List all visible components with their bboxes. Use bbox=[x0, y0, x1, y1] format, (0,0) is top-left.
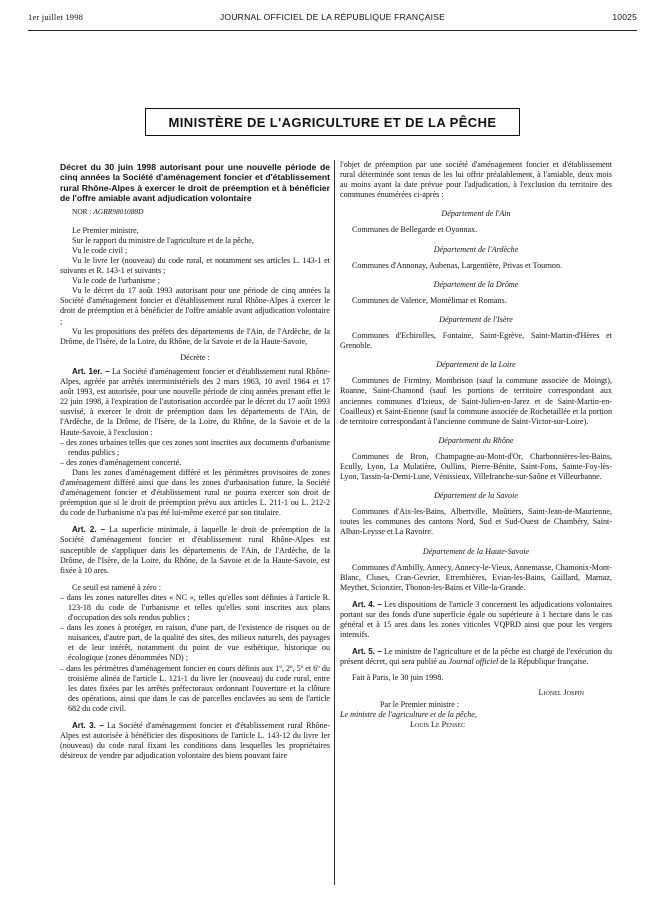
right-column bbox=[340, 160, 612, 730]
department-communes: Communes de Bellegarde et Oyonnax. bbox=[352, 225, 478, 235]
nor-reference bbox=[72, 207, 330, 217]
running-header bbox=[28, 12, 637, 28]
department-heading: Département de la Savoie bbox=[434, 491, 518, 501]
article-1 bbox=[60, 367, 330, 438]
department-communes: Communes d'Aix-les-Bains, Albertville, Moûtiers, Saint-Jean-de-Maurienne, toutes les communes des cantons Nord, Sud et Sud-Ouest de Chambéry, Saint-Alban-Leysse et La Ravoire. bbox=[340, 507, 612, 537]
article-3-continuation: l'objet de préemption par une société d'aménagement foncier et d'établissement rural déterminée sont tenus de les lui offrir préalablement, à l'amiable, deux mois au moins avant la date prévue pour l'adjudication, à l'exclusion du territoire des communes énumérées ci-après : bbox=[340, 160, 612, 200]
article-1-paragraph-2: Dans les zones d'aménagement différé et les périmètres provisoires de zones d'aménagement différé ainsi que dans les zones d'urbanisation future, la Société d'aménagement foncier et d'établissement rural ne pourra exercer son droit de préemption que si le droit de préemption prévu aux articles L. 211-1 ou L. 212-2 du code de l'urbanisme n'a pas été lui-même exercé par son titulaire. bbox=[60, 467, 330, 518]
article-1-item: – des zones d'aménagement concerté. bbox=[60, 457, 182, 467]
minister-name: Louis Le Pensec bbox=[410, 719, 466, 729]
done-at: Fait à Paris, le 30 juin 1998. bbox=[352, 673, 444, 683]
article-2-item: – dans les périmètres d'aménagement foncier en cours définis aux 1º, 2º, 5º et 6º du troisième alinéa de l'article L. 121-1 du livre Ier (nouveau) du code rural, entre les dates fixées par les arrêtés préfectoraux ordonnant l'ouverture et la clôture des opérations, ainsi que dans le cas de parcelles enclavées au sens de l'article 682 du code civil. bbox=[60, 663, 330, 713]
article-3-text: La Société d'aménagement foncier et d'établissement rural Rhône-Alpes est autorisée à bénéficier des dispositions de l'article L. 143-12 du livre Ier (nouveau) du code rural fixant les conditions dans lesquelles les propriétaires désireux de vendre par adjudication volontaire des biens pouvant faire bbox=[60, 721, 330, 761]
ministry-title: MINISTÈRE DE L'AGRICULTURE ET DE LA PÊCHE bbox=[168, 114, 497, 130]
decrete-heading: Décrète : bbox=[180, 352, 210, 362]
article-5-journal: Journal officiel bbox=[448, 657, 499, 667]
article-2-paragraph-2: Ce seuil est ramené à zéro : bbox=[72, 582, 161, 592]
nor-code: AGRR9801088D bbox=[93, 206, 144, 216]
signatory: Lionel Jospin bbox=[538, 687, 584, 697]
issue-date: 1er juillet 1998 bbox=[28, 12, 84, 22]
department-heading: Département du Rhône bbox=[438, 435, 514, 445]
preamble-line: Vu le code civil ; bbox=[72, 245, 128, 255]
article-5 bbox=[340, 647, 612, 667]
article-3-label: Art. 3. – bbox=[72, 721, 104, 731]
article-2-text: La superficie minimale, à laquelle le droit de préemption de la Société d'aménagement foncier et d'établissement rural Rhône-Alpes est susceptible de s'appliquer dans les départements de l'Ain, de l'Ardèche, de la Drôme, de l'Isère, de la Loire, du Rhône, de la Savoie et de la Haute-Savoie, est fixée à 10 ares. bbox=[60, 525, 330, 575]
article-4 bbox=[340, 600, 612, 640]
article-3 bbox=[60, 721, 330, 761]
preamble-line: Vu le décret du 17 août 1993 autorisant pour une période de cinq années la Société d'aménagement foncier et d'établissement rural Rhône-Alpes à exercer le droit de préemption et à bénéficier de l'offre amiable avant adjudication volontaire ; bbox=[60, 286, 330, 326]
header-rule bbox=[28, 30, 637, 31]
article-2-item: – dans les zones à protéger, en raison, d'une part, de l'existence de risques ou de nuisances, d'autre part, de la qualité des sites, des milieux naturels, des paysages et de leur intérêt, notamment du point de vue esthétique, historique ou écologique (zones dénommées ND) ; bbox=[60, 623, 330, 663]
department-heading: Département de l'Ardèche bbox=[433, 244, 519, 254]
department-communes: Communes d'Ambilly, Annecy, Annecy-le-Vieux, Annemasse, Chamonix-Mont-Blanc, Cluses, Cran-Gevrier, Etrembières, Evian-les-Bains, Gaillard, Marnaz, Meythet, Scionzier, Thonon-les-Bains et Ville-la-Grande. bbox=[340, 562, 613, 592]
department-heading: Département de la Loire bbox=[436, 360, 516, 370]
left-column bbox=[60, 160, 330, 761]
preamble-line: Vu le livre Ier (nouveau) du code rural, et notamment ses articles L. 143-1 et suivants et R. 143-1 et suivants ; bbox=[60, 256, 330, 276]
department-communes: Communes de Firminy, Montbrison (sauf la commune associée de Moingt), Roanne, Saint-Chamond (sauf les portions de territoire correspondant aux anciennes communes d'Izieux, de Saint-Julien-en-Jarez et de Saint-Martin-en-Coailleux) et Saint-Etienne (sauf la commune associée de Rochetaillée et la portion de territoire correspondant à l'ancienne commune de Saint-Victor-sur-Loire). bbox=[340, 376, 612, 426]
department-communes: Communes d'Annonay, Aubenas, Largentière, Privas et Tournon. bbox=[352, 260, 563, 270]
page-number: 10025 bbox=[612, 12, 637, 22]
article-5-end: de la République française. bbox=[498, 657, 589, 667]
journal-name: JOURNAL OFFICIEL DE LA RÉPUBLIQUE FRANÇAISE bbox=[219, 12, 446, 22]
preamble-line: Sur le rapport du ministre de l'agriculture et de la pêche, bbox=[72, 235, 254, 245]
column-divider bbox=[334, 160, 335, 885]
department-communes: Communes de Bron, Champagne-au-Mont-d'Or, Charbonnières-les-Bains, Ecully, Lyon, La Mulatière, Oullins, Pierre-Bénite, Saint-Fons, Sainte-Foy-lès-Lyon, Tassin-la-Demi-Lune, Vénissieux, Villefranche-sur-Saône et Villeurbanne. bbox=[340, 451, 612, 482]
article-4-label: Art. 4. – bbox=[352, 599, 382, 609]
article-2-item: – dans les zones naturelles dites « NC », telles qu'elles sont définies à l'article R. 123-18 du code de l'urbanisme et telles qu'elles sont inscrites aux plans d'occupation des sols rendus publics ; bbox=[60, 592, 330, 623]
decree-title: Décret du 30 juin 1998 autorisant pour une nouvelle période de cinq années la Société d'aménagement foncier et d'établissement rural Rhône-Alpes à exercer le droit de préemption et à bénéficier de l'offre amiable avant adjudication volontaire bbox=[60, 162, 330, 204]
department-heading: Département de la Drôme bbox=[433, 279, 519, 289]
department-communes: Communes de Valence, Montélimar et Romans. bbox=[352, 295, 507, 305]
article-5-text: Le ministre de l'agriculture et de la pêche est chargé de l'exécution du présent décret, qui sera publié au bbox=[340, 647, 612, 667]
minister-title: Le ministre de l'agriculture et de la pêche, bbox=[340, 709, 477, 719]
article-2 bbox=[60, 525, 330, 575]
article-1-label: Art. 1er. – bbox=[72, 366, 110, 376]
ministry-box bbox=[145, 108, 520, 136]
department-heading: Département de la Haute-Savoie bbox=[422, 546, 530, 556]
preamble-line: Vu les propositions des préfets des départements de l'Ain, de l'Ardèche, de la Drôme, de l'Isère, de la Loire, du Rhône, de la Savoie et de la Haute-Savoie, bbox=[60, 326, 330, 346]
department-communes: Communes d'Echirolles, Fontaine, Saint-Egrève, Saint-Martin-d'Hères et Grenoble. bbox=[340, 331, 612, 351]
preamble-line: Vu le code de l'urbanisme ; bbox=[72, 276, 160, 286]
department-heading: Département de l'Ain bbox=[441, 209, 511, 219]
article-1-item: – des zones urbaines telles que ces zones sont inscrites aux documents d'urbanisme rendus publics ; bbox=[60, 437, 330, 457]
article-1-text: La Société d'aménagement foncier et d'établissement rural Rhône-Alpes, agréée par arrêtés interministériels des 2 mars 1963, 10 avril 1964 et 17 août 1993, est autorisée, pour une nouvelle période de cinq années prenant effet le 22 juin 1998, à l'expiration de l'autorisation accordée par le décret du 17 août 1993 susvisé, à exercer le droit de préemption dans les départements de l'Ain, de l'Ardèche, de la Drôme, de l'Isère, de la Loire, du Rhône, de la Savoie et de la Haute-Savoie, à l'exclusion : bbox=[60, 366, 330, 437]
nor-label: NOR : bbox=[72, 206, 92, 216]
by-prime-minister: Par le Premier ministre : bbox=[380, 699, 460, 709]
preamble-line: Le Premier ministre, bbox=[72, 225, 139, 235]
article-4-text: Les dispositions de l'article 3 concernent les adjudications volontaires portant sur des fonds d'une superficie égale ou supérieure à 1 hectare dans le cas général et à 15 ares dans les zones viticoles VQPRD ainsi que pour les vergers intensifs. bbox=[340, 599, 613, 640]
article-5-label: Art. 5. – bbox=[352, 647, 382, 657]
department-heading: Département de l'Isère bbox=[439, 314, 513, 324]
article-2-label: Art. 2. – bbox=[72, 525, 106, 535]
